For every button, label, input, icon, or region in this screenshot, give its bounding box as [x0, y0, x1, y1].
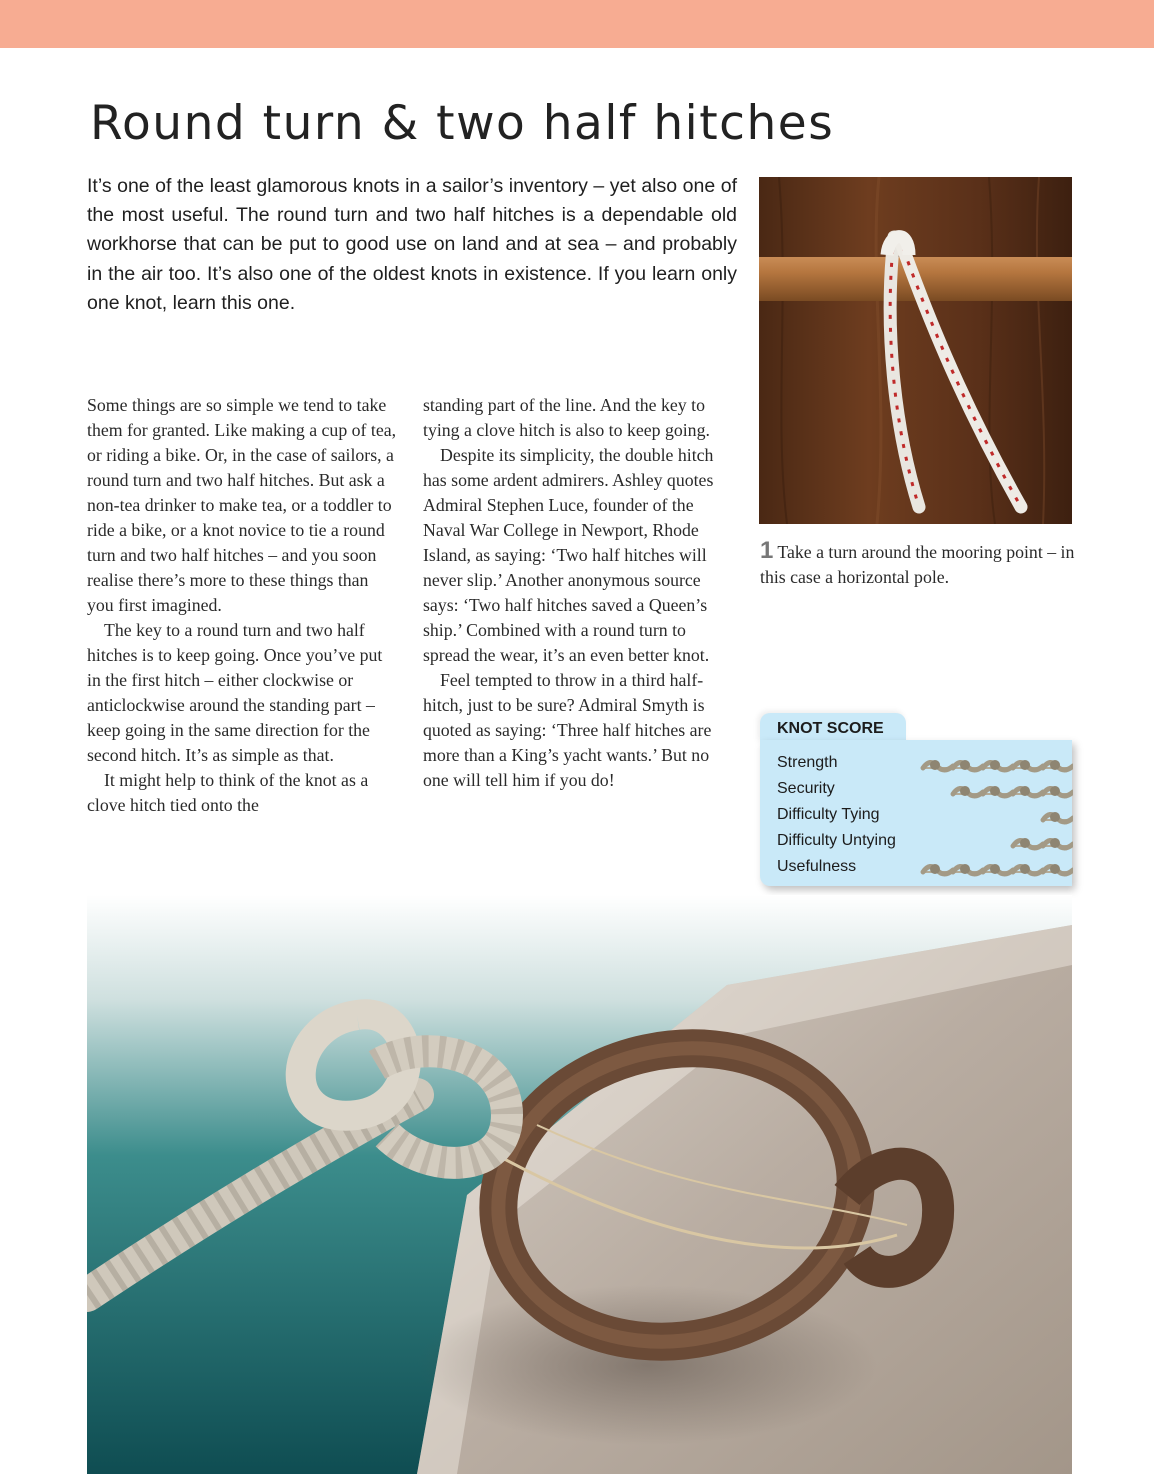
mooring-ring-illustration [87, 895, 1072, 1474]
score-row-security [777, 778, 1073, 804]
rope-twist-icon [953, 840, 983, 848]
rope-rating-icon [913, 782, 1073, 802]
rope-twist-icon [923, 814, 953, 822]
rope-twist-icon [1013, 814, 1043, 822]
knot-score-title: KNOT SCORE [777, 720, 884, 737]
page-title: Round turn & two half hitches [90, 96, 835, 151]
rope-twist-icon [923, 788, 953, 796]
step-caption [760, 538, 1080, 590]
rope-on-pole-photo [759, 177, 1072, 524]
body-paragraph: It might help to think of the knot as a clove hitch tied onto the [87, 770, 369, 815]
rope-rating-icon [913, 756, 1073, 776]
score-row-strength [777, 752, 1073, 778]
body-column-1 [87, 393, 399, 818]
body-paragraph: Feel tempted to throw in a third half-hitch, just to be sure? Admiral Smyth is quoted as saying: ‘Three half hitches are more than a King’s yacht wants.’ But no one will tell him if you do! [423, 670, 712, 790]
intro-paragraph: It’s one of the least glamorous knots in a sailor’s inventory – yet also one of the most useful. The round turn and two half hitches is a dependable old workhorse that can be put to good use on land and at sea – and probably in the air too. It’s also one of the oldest knots in existence. If you learn only one knot, learn this one. [87, 175, 737, 314]
rope-rating-icon [913, 860, 1073, 880]
step-caption-text: Take a turn around the mooring point – in this case a horizontal pole. [760, 542, 1075, 587]
score-row-difficulty-untying [777, 830, 1073, 856]
rope-twist-icon [953, 814, 983, 822]
score-label: Strength [777, 754, 838, 771]
step-number: 1 [760, 537, 774, 564]
rope-twist-icon [923, 840, 953, 848]
body-paragraph: Despite its simplicity, the double hitch has some ardent admirers. Ashley quotes Admiral Stephen Luce, founder of the Naval War College in Newport, Rhode Island, as saying: ‘Two half hitches will never slip.’ Another anonymous source says: ‘Two half hitches saved a Queen’s ship.’ Combined with a round turn to spread the wear, it’s an even better knot. [423, 445, 714, 665]
rope-twist-icon [983, 814, 1013, 822]
score-row-difficulty-tying [777, 804, 1073, 830]
score-label: Difficulty Tying [777, 806, 880, 823]
score-row-usefulness [777, 856, 1073, 882]
top-color-band [0, 0, 1154, 48]
score-label: Security [777, 780, 835, 797]
rope-twist-icon [983, 840, 1013, 848]
rope-on-pole-illustration [759, 177, 1072, 524]
rope-rating-icon [913, 834, 1073, 854]
body-paragraph: Some things are so simple we tend to take them for granted. Like making a cup of tea, or riding a bike. Or, in the case of sailors, a round turn and two half hitches. But ask a non-tea drinker to make tea, or a toddler to ride a bike, or a knot novice to tie a round turn and two half hitches – and you soon realise there’s more to these things than you first imagined. [87, 395, 397, 615]
score-label: Usefulness [777, 858, 857, 875]
mooring-ring-photo [87, 895, 1072, 1474]
body-column-2 [423, 393, 735, 793]
body-paragraph: The key to a round turn and two half hitches is to keep going. Once you’ve put in the first hitch – either clockwise or anticlockwise around the standing part – keep going in the same direction for the second hitch. It’s as simple as that. [87, 620, 383, 765]
rope-rating-icon [913, 808, 1073, 828]
body-paragraph: standing part of the line. And the key to tying a clove hitch is also to keep going. [423, 395, 710, 440]
score-label: Difficulty Untying [777, 832, 896, 849]
